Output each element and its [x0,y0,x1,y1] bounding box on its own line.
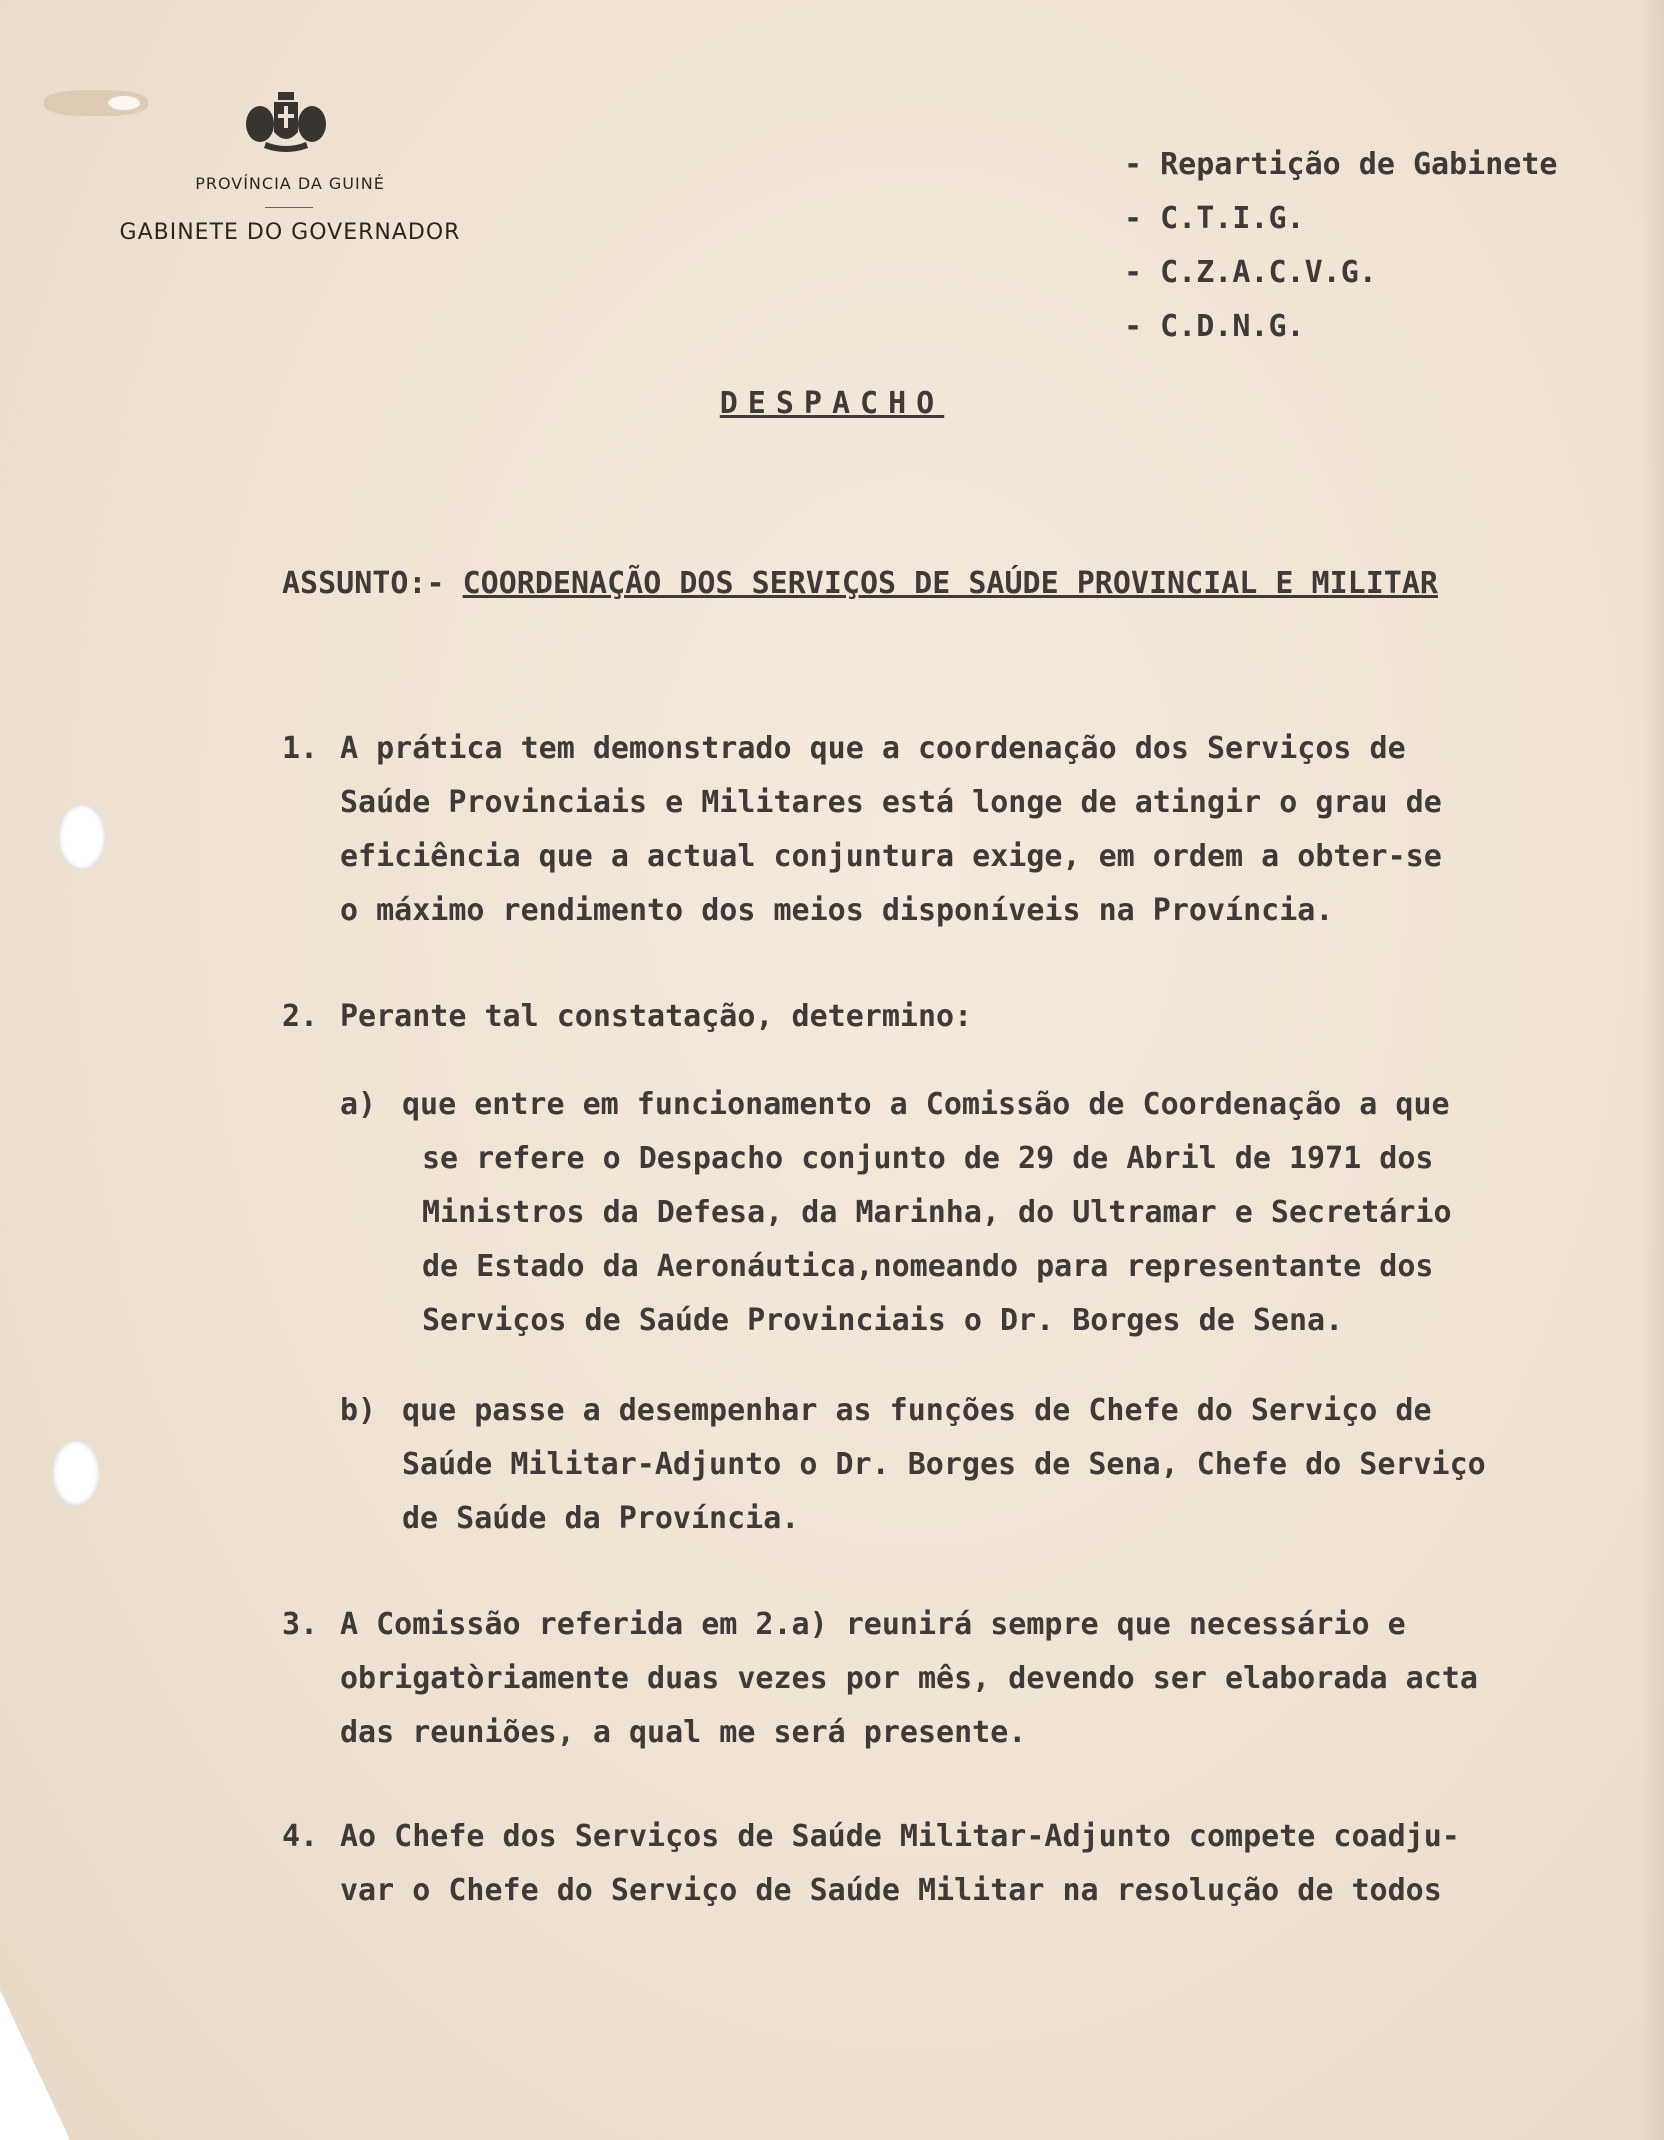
paragraph-2 [282,990,972,1044]
paragraph-line: obrigatòriamente duas vezes por mês, devendo ser elaborada acta [340,1661,1478,1696]
header-divider [265,207,313,208]
document-title: DESPACHO [719,386,945,421]
routing-item: - C.D.N.G. [1124,309,1305,344]
header-office: GABINETE DO GOVERNADOR [119,220,461,245]
subject-text: COORDENAÇÃO DOS SERVIÇOS DE SAÚDE PROVINCIAL E MILITAR [462,566,1438,601]
subject-label: ASSUNTO:- [282,566,445,601]
paragraph-3 [282,1598,1478,1760]
paragraph-line: que passe a desempenhar as funções de Chefe do Serviço de [402,1393,1432,1428]
page-edge-shadow [1642,0,1664,2140]
paragraph-1 [282,722,1442,938]
paragraph-line: Serviços de Saúde Provinciais o Dr. Borges de Sena. [422,1303,1344,1338]
routing-item: - Repartição de Gabinete [1124,147,1558,182]
paragraph-number: 3. [282,1607,319,1642]
paragraph-line: Ministros da Defesa, da Marinha, do Ultramar e Secretário [422,1195,1452,1230]
paragraph-line: eficiência que a actual conjuntura exige, em ordem a obter-se [340,839,1442,874]
paragraph-number: a) [340,1087,377,1122]
paragraph-line: Saúde Militar-Adjunto o Dr. Borges de Sena, Chefe do Serviço [402,1447,1486,1482]
paragraph-number: 2. [282,999,319,1034]
paragraph-2a [340,1078,1452,1348]
paragraph-line: var o Chefe do Serviço de Saúde Militar na resolução de todos [340,1873,1442,1908]
routing-list [1124,138,1557,354]
torn-corner [0,1990,70,2140]
paragraph-line: A Comissão referida em 2.a) reunirá sempre que necessário e [340,1607,1406,1642]
paragraph-line: Perante tal constatação, determino: [340,999,973,1034]
paragraph-number: 1. [282,731,319,766]
coat-of-arms-icon [244,88,328,156]
punch-hole-lower [52,1440,100,1506]
subject-line [282,566,1438,601]
paragraph-line: Ao Chefe dos Serviços de Saúde Militar-Adjunto compete coadju- [340,1819,1460,1854]
paragraph-line: de Saúde da Província. [402,1501,800,1536]
paragraph-number: b) [340,1393,377,1428]
paragraph-line: que entre em funcionamento a Comissão de Coordenação a que [402,1087,1450,1122]
paragraph-2b [340,1384,1486,1546]
paper-tear-hole [108,96,140,110]
header-province: PROVÍNCIA DA GUINÉ [195,174,385,193]
paragraph-line: Saúde Provinciais e Militares está longe de atingir o grau de [340,785,1442,820]
paragraph-line: se refere o Despacho conjunto de 29 de Abril de 1971 dos [422,1141,1434,1176]
routing-item: - C.T.I.G. [1124,201,1305,236]
paragraph-line: o máximo rendimento dos meios disponíveis na Província. [340,893,1334,928]
paragraph-number: 4. [282,1819,319,1854]
paragraph-4 [282,1810,1460,1918]
paragraph-line: A prática tem demonstrado que a coordenação dos Serviços de [340,731,1406,766]
routing-item: - C.Z.A.C.V.G. [1124,255,1377,290]
punch-hole-upper [58,804,106,870]
paragraph-line: das reuniões, a qual me será presente. [340,1715,1027,1750]
paragraph-line: de Estado da Aeronáutica,nomeando para representante dos [422,1249,1434,1284]
